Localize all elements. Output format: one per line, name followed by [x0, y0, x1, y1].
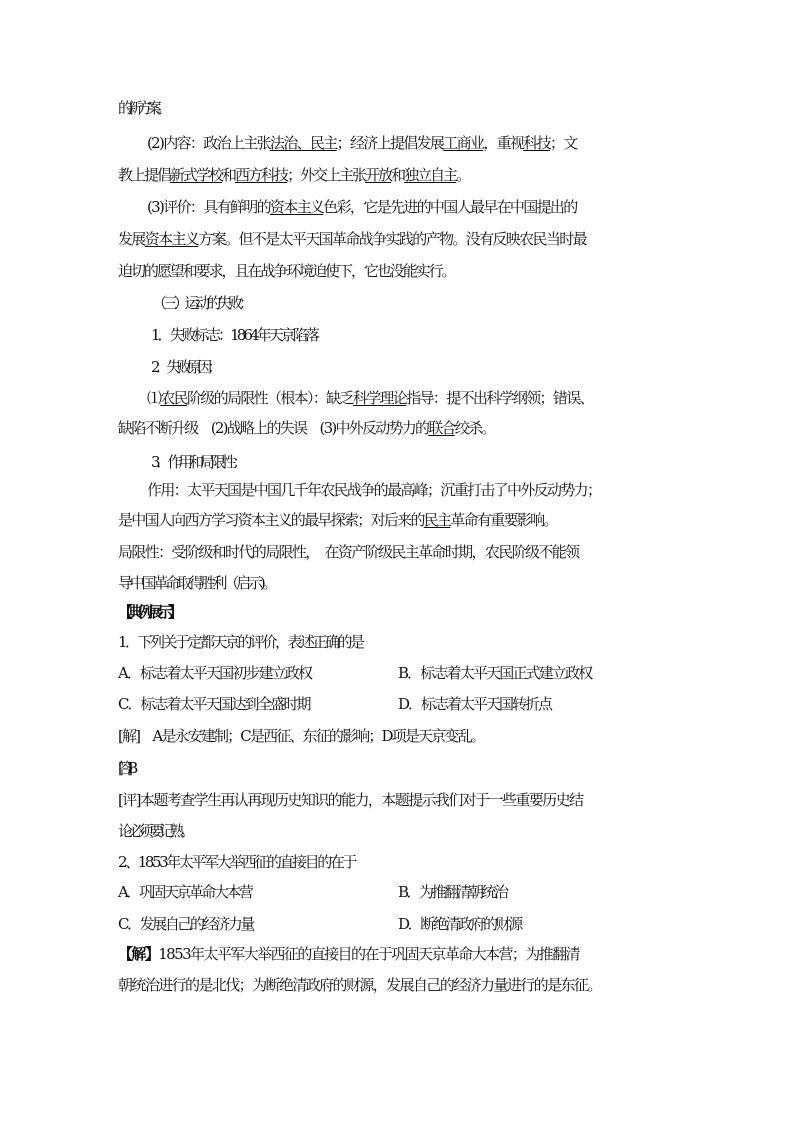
underlined-term: 新式学校	[170, 166, 223, 184]
text: 3．作用和局限性：	[151, 453, 244, 471]
text: 1853年太平军大举西征的直接目的在于巩固天京革命大本营；为推翻清	[158, 945, 579, 963]
text: 1．失败标志：1864年天京陷落	[151, 326, 318, 344]
text: 革命有重要影响。	[450, 511, 557, 529]
text: (2)内容：政治上主张	[147, 134, 270, 152]
underlined-term: 资本主义	[144, 230, 199, 248]
underlined-term: 法治	[269, 134, 297, 152]
text: 是中国人向西方学习资本主义的最早探索；对后来的	[118, 511, 424, 529]
text: 。	[456, 166, 470, 184]
text: 迫切的愿望和要求，且在战争环境迫使下，它也没能实行。	[118, 262, 455, 280]
text: 方案。但不是太平天国革命战争实践的产物。没有反映农民当时最	[198, 230, 587, 248]
underlined-term: 联合	[428, 419, 455, 437]
text-line	[118, 98, 794, 118]
explanation-label: 【解】	[118, 945, 159, 963]
cause-line-1	[147, 388, 794, 408]
text: (3)评价：具有鲜明的	[147, 198, 270, 216]
q1-answer	[118, 758, 794, 778]
example-heading	[118, 602, 794, 622]
option-d: D．断绝清政府的财源	[398, 915, 521, 933]
option-a: A．标志着太平天国初步建立政权	[118, 664, 312, 682]
text: 导中国革命取得胜利（启示)。	[118, 574, 275, 592]
q1-comment-2	[118, 821, 794, 841]
underlined-term: 资本主义	[269, 198, 324, 216]
fail-sign	[151, 325, 794, 345]
text: 教上提倡	[118, 166, 171, 184]
q1-stem	[118, 632, 794, 652]
role-line-1	[147, 480, 794, 500]
underlined-term: 开放	[365, 166, 392, 184]
text: 阶级的局限性（根本）：缺乏	[187, 389, 353, 407]
text: 局限性：受阶级和时代的局限性， 在资产阶级民主革命时期，农民阶级不能领	[118, 543, 579, 561]
text: 【典例展示】	[118, 603, 179, 621]
q1-comment-1	[118, 790, 794, 810]
text: [解] A是永安建制；C是西征、东征的影响；D项是天京变乱。	[118, 727, 484, 745]
eval-line-2	[118, 229, 794, 249]
q2-options-cd	[118, 914, 794, 934]
role-line-2	[118, 510, 794, 530]
content-line-1	[147, 133, 794, 153]
text: 作用：太平天国是中国几千年农民战争的最高峰；沉重打击了中外反动势力；	[147, 481, 601, 499]
q1-options-ab	[118, 663, 794, 683]
limit-line-1	[118, 542, 794, 562]
option-b: B．标志着太平天国正式建立政权	[398, 664, 592, 682]
text: 的新方案。	[118, 99, 167, 117]
text: ；外交上主张	[287, 166, 366, 184]
limit-line-2	[118, 573, 794, 593]
underlined-term: 工商业	[443, 134, 484, 152]
text: 绞杀。	[454, 419, 495, 437]
text: （三）运动的失败：	[152, 294, 250, 312]
option-d: D．标志着太平天国转折点	[398, 695, 552, 713]
q2-explanation-1	[118, 944, 794, 964]
content-line-2	[118, 165, 794, 185]
underlined-term: 民主	[423, 511, 451, 529]
option-c: C．标志着太平天国达到全盛时期	[118, 695, 310, 713]
text: 论必须要记熟。	[118, 822, 191, 840]
underlined-term: 独立自主	[404, 166, 457, 184]
underlined-term: 科学理论	[352, 389, 407, 407]
eval-line-1	[147, 197, 794, 217]
text: ；经济上提倡发展	[336, 134, 444, 152]
underlined-term: 西方科技	[235, 166, 288, 184]
underlined-term: 民主	[309, 134, 337, 152]
option-b: B．为推翻清朝统治	[398, 883, 507, 901]
q2-explanation-2	[118, 975, 794, 995]
fail-cause-heading	[151, 357, 794, 377]
text: 1．下列关于定都天京的评价，表述正确的是	[118, 633, 363, 651]
q1-options-cd	[118, 694, 794, 714]
option-a: A．巩固天京革命大本营	[118, 883, 252, 901]
text: ⑴	[147, 389, 161, 407]
text: 2．失败原因：	[151, 358, 218, 376]
text: 缺陷不断升级 (2)战略上的失误 (3)中外反动势力的	[118, 419, 429, 437]
q1-explanation	[118, 726, 794, 746]
text: 和	[391, 166, 405, 184]
underlined-term: 农民	[160, 389, 188, 407]
q2-options-ab	[118, 882, 794, 902]
text: [评]本题考查学生再认再现历史知识的能力，本题提示我们对于一些重要历史结	[118, 791, 583, 809]
cause-line-2	[118, 418, 794, 438]
underlined-term: 科技	[523, 134, 550, 152]
option-c: C．发展自己的经济力量	[118, 915, 253, 933]
role-heading	[151, 452, 794, 472]
text: 和	[222, 166, 236, 184]
q2-stem	[118, 852, 794, 872]
text: 朝统治进行的是北伐；为断绝清政府的财源，发展自己的经济力量进行的是东征。	[118, 976, 601, 994]
text: ；文	[549, 134, 577, 152]
underlined-term: 、	[296, 134, 310, 152]
text: ，重视	[483, 134, 524, 152]
text: 指导：提不出科学纲领；错误、	[406, 389, 593, 407]
text: 色彩，它是先进的中国人最早在中国提出的	[323, 198, 577, 216]
text: 2、1853年太平军大举西征的直接目的在于	[118, 853, 356, 871]
eval-line-3	[118, 261, 794, 281]
section-heading	[152, 293, 794, 313]
text: [答]B	[118, 759, 133, 777]
text: 发展	[118, 230, 145, 248]
